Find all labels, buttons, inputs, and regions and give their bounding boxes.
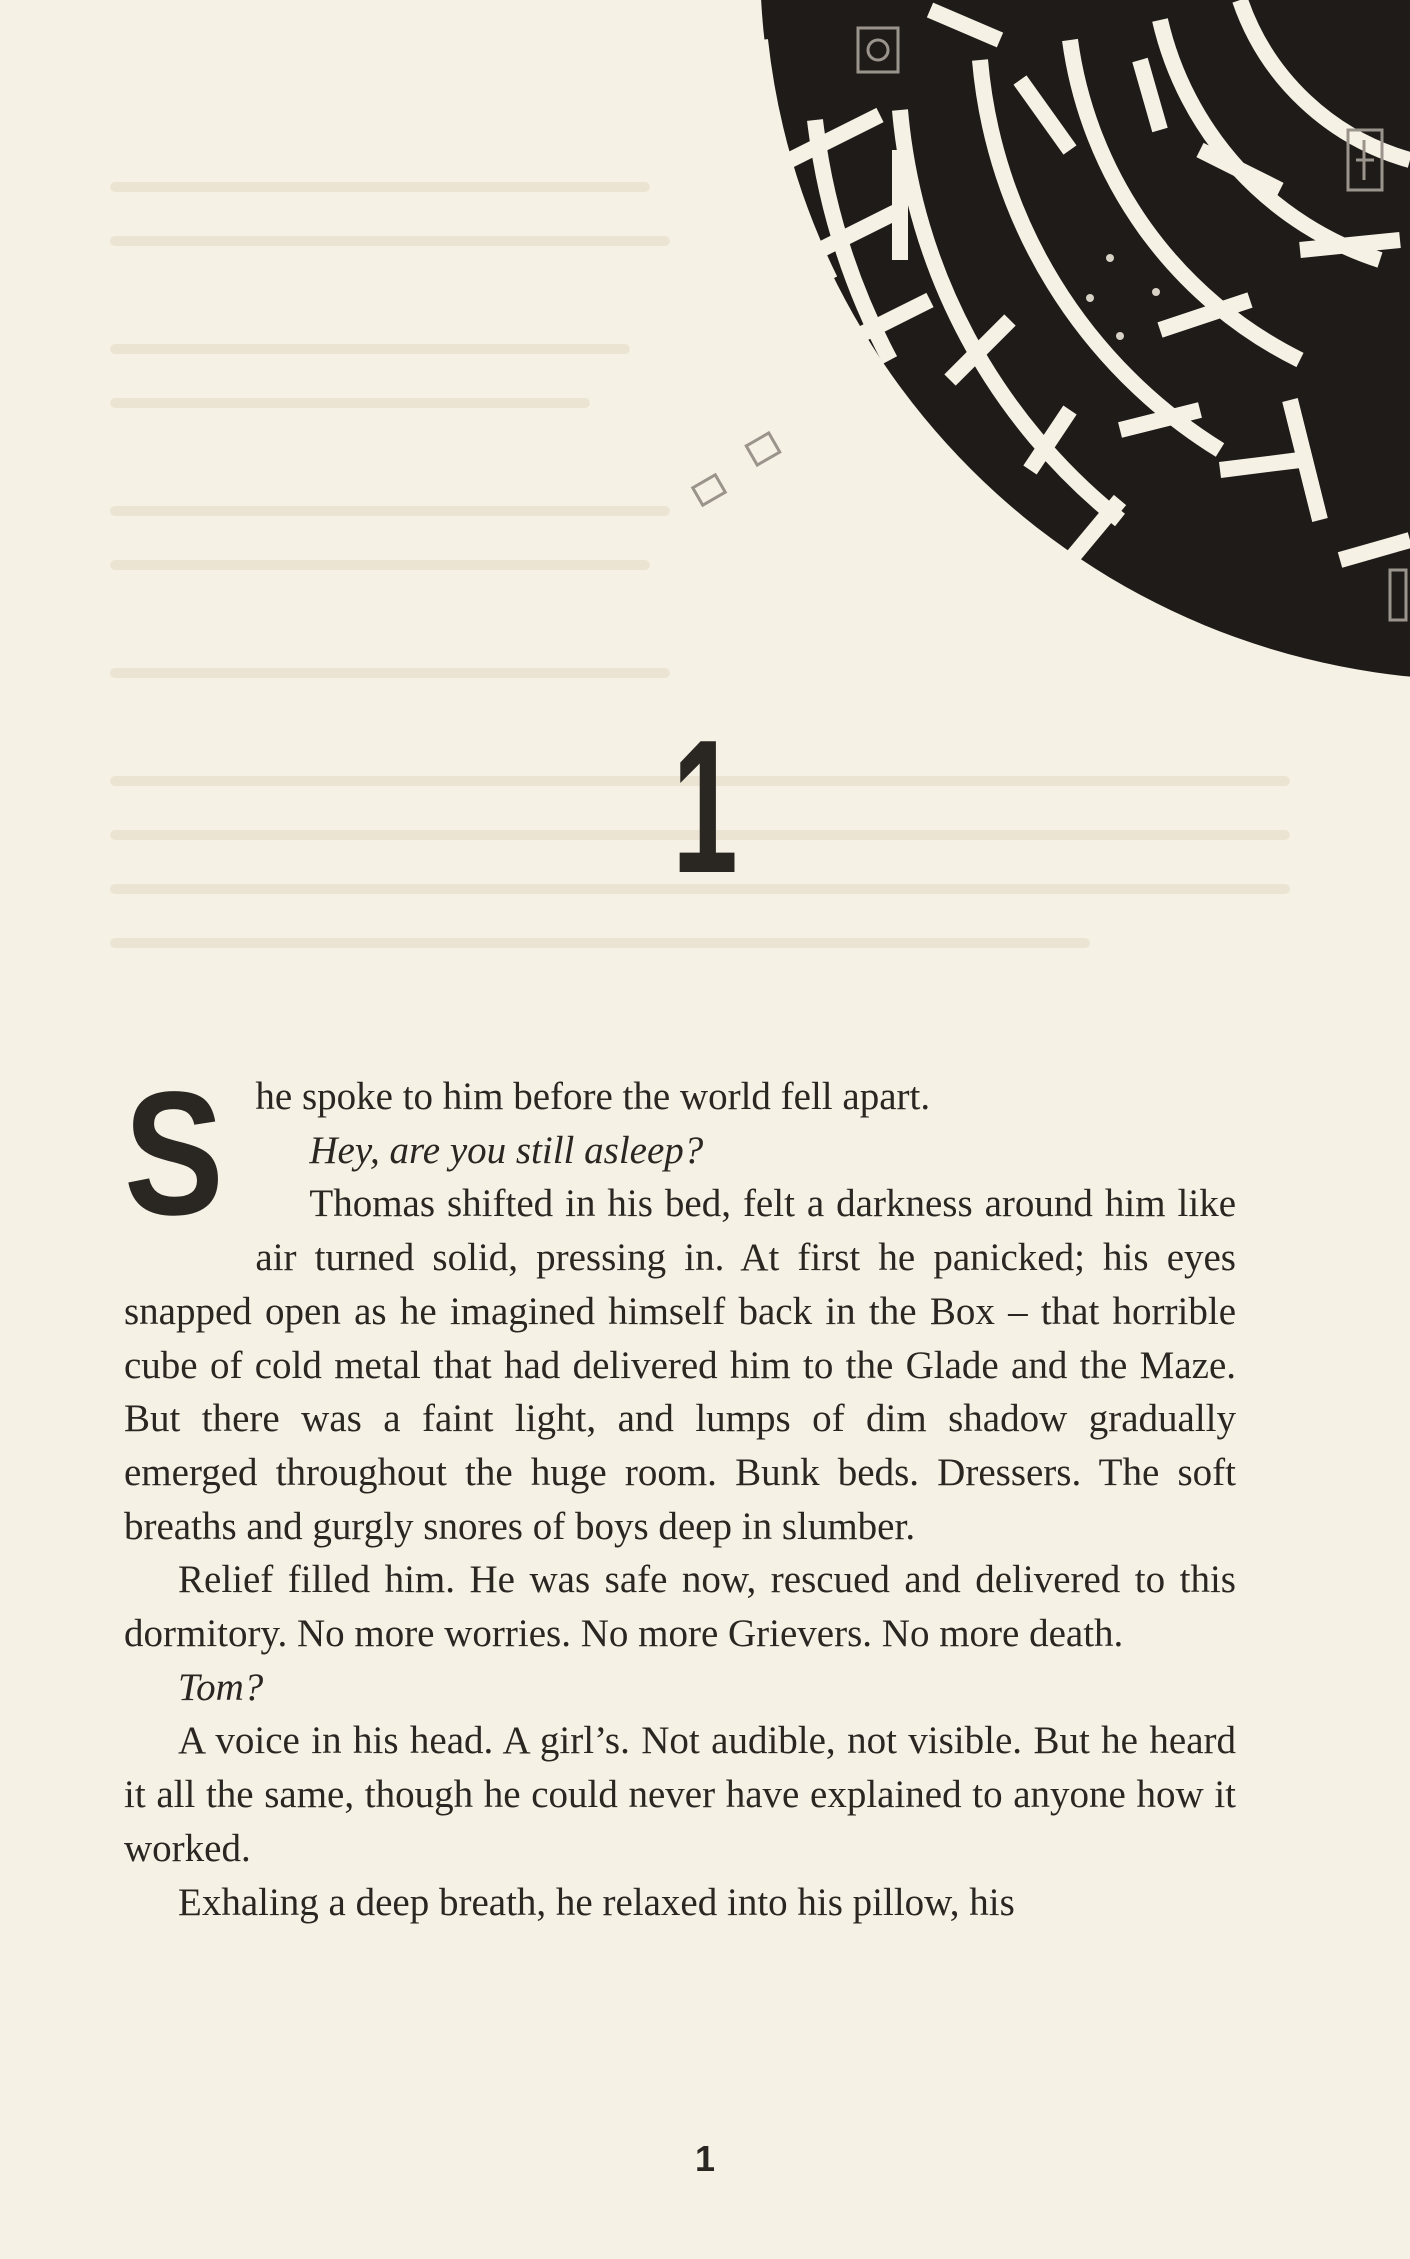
paragraph: Exhaling a deep breath, he relaxed into his pillow, his [178, 1880, 1015, 1924]
maze-illustration-icon [600, 0, 1410, 700]
paragraph: A voice in his head. A girl’s. Not audible, not visible. But he heard it all the same, though he could never have explained to anyone how it worked. [124, 1719, 1236, 1870]
paragraph: Tom? [178, 1665, 264, 1709]
paragraph: Thomas shifted in his bed, felt a darkness around him like air turned solid, pressing in. At first he panicked; his eyes snapped open as he imagined himself back in the Box – that horrible cube of cold metal that had delivered him to the Glade and the Maze. But there was a faint light, and lumps of dim shadow gradually emerged throughout the huge room. Bunk beds. Dressers. The soft breaths and gurgly snores of boys deep in slumber. [124, 1182, 1236, 1548]
page-number: 1 [694, 2138, 716, 2179]
chapter-number: 1 [672, 701, 738, 913]
drop-cap: S [124, 1056, 224, 1252]
paragraph: he spoke to him before the world fell apart. [255, 1075, 931, 1118]
paragraph: Hey, are you still asleep? [309, 1128, 704, 1172]
chapter-body [124, 1056, 1236, 1929]
paragraph: Relief filled him. He was safe now, rescued and delivered to this dormitory. No more worries. No more Grievers. No more death. [124, 1558, 1236, 1656]
